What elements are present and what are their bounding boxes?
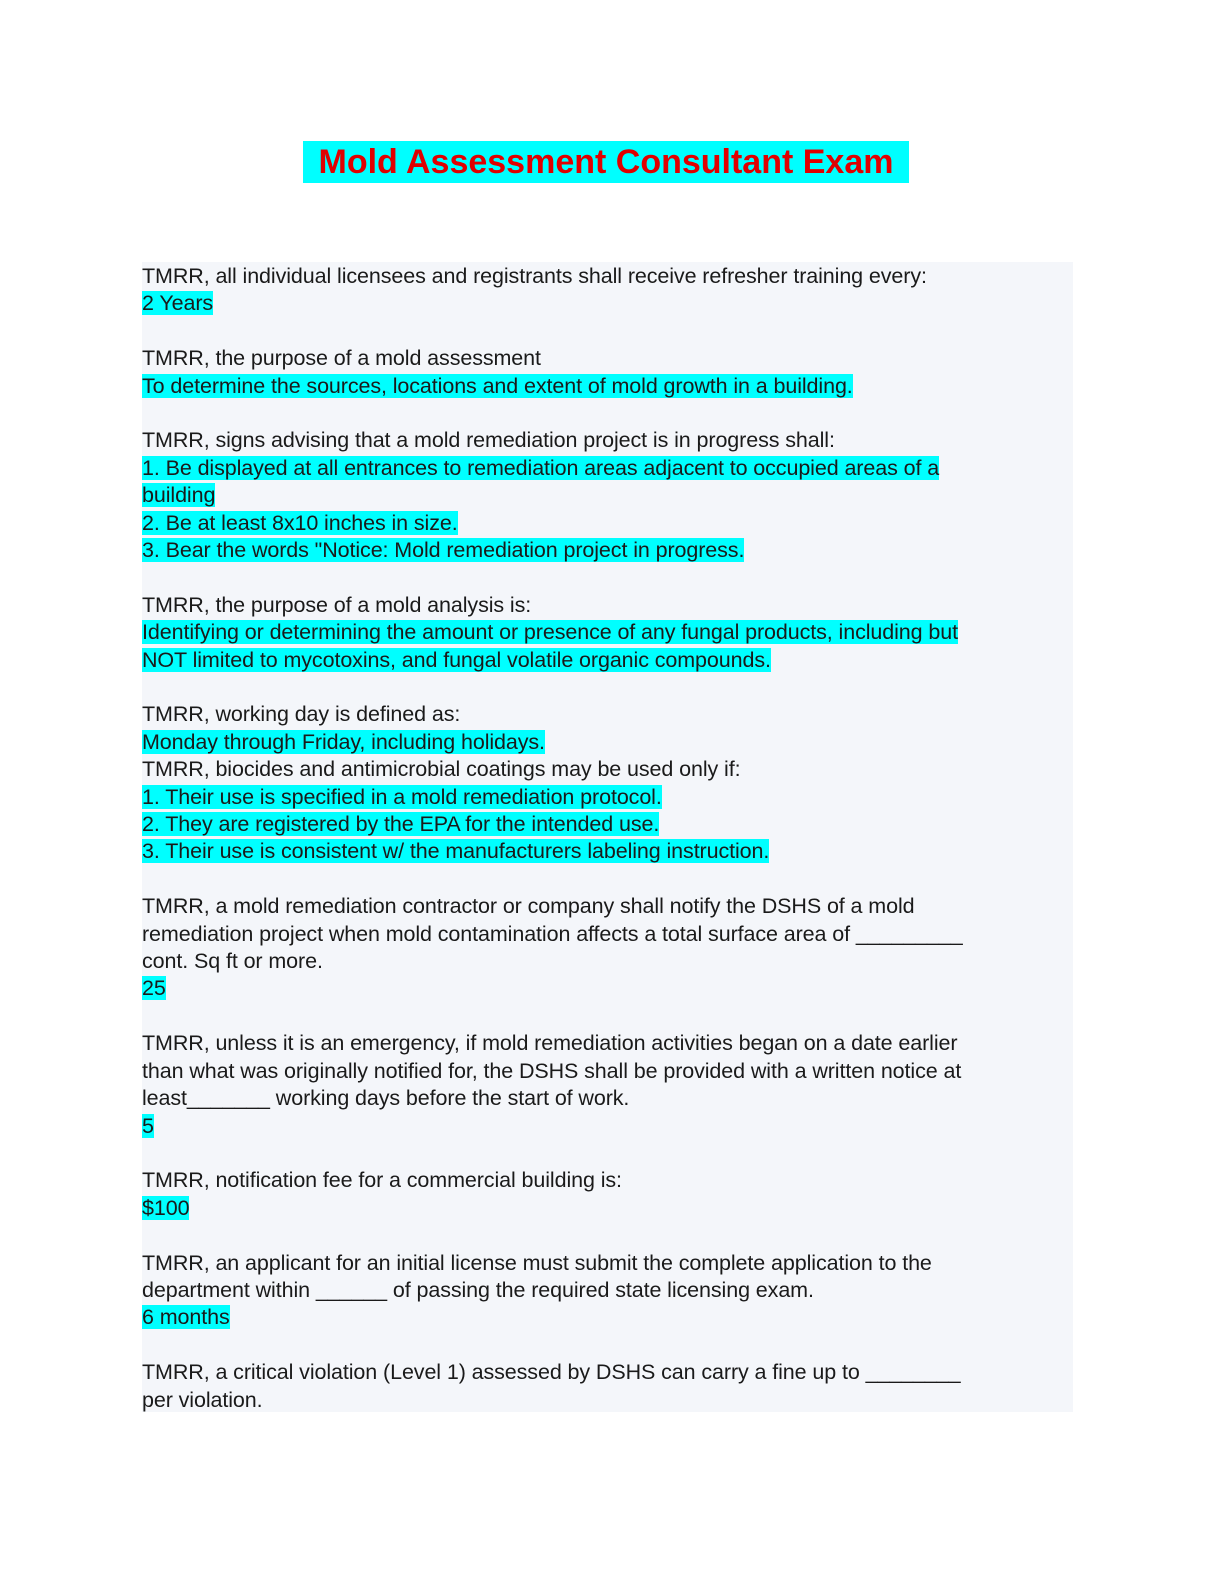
answer-text: 25 xyxy=(142,976,166,1001)
question-text: department within ______ of passing the required state licensing exam. xyxy=(142,1277,814,1302)
question-text: TMRR, a critical violation (Level 1) assessed by DSHS can carry a fine up to ________ xyxy=(142,1360,961,1385)
answer-text: NOT limited to mycotoxins, and fungal volatile organic compounds. xyxy=(142,647,771,672)
answer-text: 2 Years xyxy=(142,291,214,316)
question-text: TMRR, an applicant for an initial license must submit the complete application to the xyxy=(142,1250,932,1275)
question-text: remediation project when mold contamination affects a total surface area of _________ xyxy=(142,921,963,946)
answer-text: Monday through Friday, including holidays. xyxy=(142,729,545,754)
question-text: TMRR, working day is defined as: xyxy=(142,702,461,727)
question-text: TMRR, all individual licensees and registrants shall receive refresher training every: xyxy=(142,264,927,288)
answer-text: Identifying or determining the amount or presence of any fungal products, including but xyxy=(142,620,958,645)
answer-text: building xyxy=(142,483,216,508)
answer-text: 2. Be at least 8x10 inches in size. xyxy=(142,510,458,535)
question-text: TMRR, a mold remediation contractor or company shall notify the DSHS of a mold xyxy=(142,894,915,919)
document-title: Mold Assessment Consultant Exam xyxy=(303,141,909,183)
question-text: per violation. xyxy=(142,1387,263,1412)
answer-text: 1. Be displayed at all entrances to remediation areas adjacent to occupied areas of a xyxy=(142,455,940,480)
answer-text: 2. They are registered by the EPA for the intended use. xyxy=(142,812,660,837)
answer-text: 6 months xyxy=(142,1305,230,1330)
question-text: TMRR, unless it is an emergency, if mold remediation activities began on a date earlier xyxy=(142,1031,958,1056)
answer-text: 3. Their use is consistent w/ the manufacturers labeling instruction. xyxy=(142,839,770,864)
question-text: TMRR, notification fee for a commercial building is: xyxy=(142,1168,622,1193)
answer-text: $100 xyxy=(142,1195,190,1220)
qa-content xyxy=(142,263,1067,1414)
question-text: TMRR, the purpose of a mold assessment xyxy=(142,346,541,371)
answer-text: 1. Their use is specified in a mold remediation protocol. xyxy=(142,784,662,809)
question-text: TMRR, signs advising that a mold remediation project is in progress shall: xyxy=(142,428,835,453)
question-text: than what was originally notified for, the DSHS shall be provided with a written notice at xyxy=(142,1058,962,1083)
question-text: cont. Sq ft or more. xyxy=(142,949,323,974)
question-text: least_______ working days before the start of work. xyxy=(142,1086,630,1111)
answer-text: 3. Bear the words "Notice: Mold remediation project in progress. xyxy=(142,538,745,563)
answer-text: To determine the sources, locations and extent of mold growth in a building. xyxy=(142,373,853,398)
answer-text: 5 xyxy=(142,1113,154,1138)
question-text: TMRR, the purpose of a mold analysis is: xyxy=(142,592,532,617)
question-text: TMRR, biocides and antimicrobial coatings may be used only if: xyxy=(142,757,741,782)
